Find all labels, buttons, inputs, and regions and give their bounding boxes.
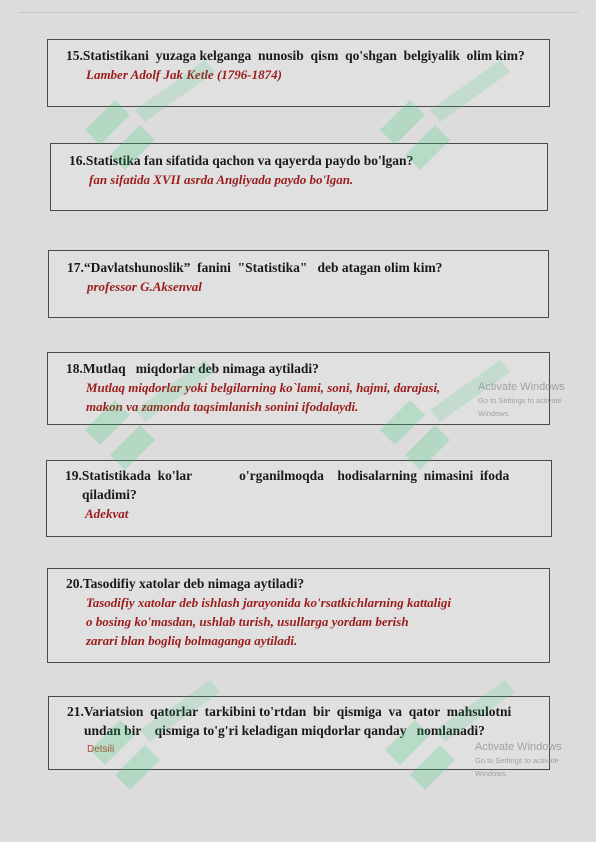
question-card-18 [47,352,550,425]
question-card-16 [50,143,548,211]
question-text-line-2: undan bir qismiga to'g'ri keladigan miqdorlar qanday nomlanadi? [84,723,485,738]
question-card-21 [48,696,550,770]
answer-text: Detsili [87,744,115,755]
question-text: 17.“Davlatshunoslik” fanini "Statistika" deb atagan olim kim? [67,260,443,275]
question-text: 19.Statistikada ko'lar o'rganilmoqda hodisalarning nimasini ifoda [65,468,510,483]
answer-text-line-1: Mutlaq miqdorlar yoki belgilarning ko`lami, soni, hajmi, darajasi, [86,380,441,395]
question-text-line-2: qiladimi? [82,487,137,502]
question-text: 21.Variatsion qatorlar tarkibini to'rtdan bir qismiga va qator mahsulotni [67,704,512,719]
watermark-subtitle: Go to Settings to activate Windows. [478,396,562,418]
question-text: 18.Mutlaq miqdorlar deb nimaga aytiladi? [66,361,319,376]
question-text: 16.Statistika fan sifatida qachon va qayerda paydo bo'lgan? [69,153,414,168]
answer-text: Lamber Adolf Jak Ketle (1796-1874) [86,67,282,82]
watermark-title: Activate Windows [475,741,562,753]
question-text: 15.Statistikani yuzaga kelganga nunosib qism qo'shgan belgiyalik olim kim? [66,48,525,63]
answer-text: fan sifatida XVII asrda Angliyada paydo bo'lgan. [89,172,354,187]
answer-text: professor G.Aksenval [87,279,202,294]
answer-text-line-3: zarari blan bogliq bolmaganga aytiladi. [86,633,298,648]
question-text: 20.Tasodifiy xatolar deb nimaga aytiladi? [66,576,305,591]
answer-text: Adekvat [85,506,129,521]
answer-text-line-1: Tasodifiy xatolar deb ishlash jarayonida ko'rsatkichlarning kattaligi [86,595,452,610]
question-card-19 [46,460,552,537]
question-card-20 [47,568,550,663]
answer-text-line-2: o bosing ko'masdan, ushlab turish, usullarga yordam berish [86,614,409,629]
question-card-17 [48,250,549,318]
answer-text-line-2: makon va zamonda taqsimlanish sonini ifodalaydi. [86,399,359,414]
top-rule [18,12,578,13]
watermark-title: Activate Windows [478,381,565,393]
watermark-subtitle: Go to Settings to activate Windows. [475,756,559,778]
question-card-15 [47,39,550,107]
